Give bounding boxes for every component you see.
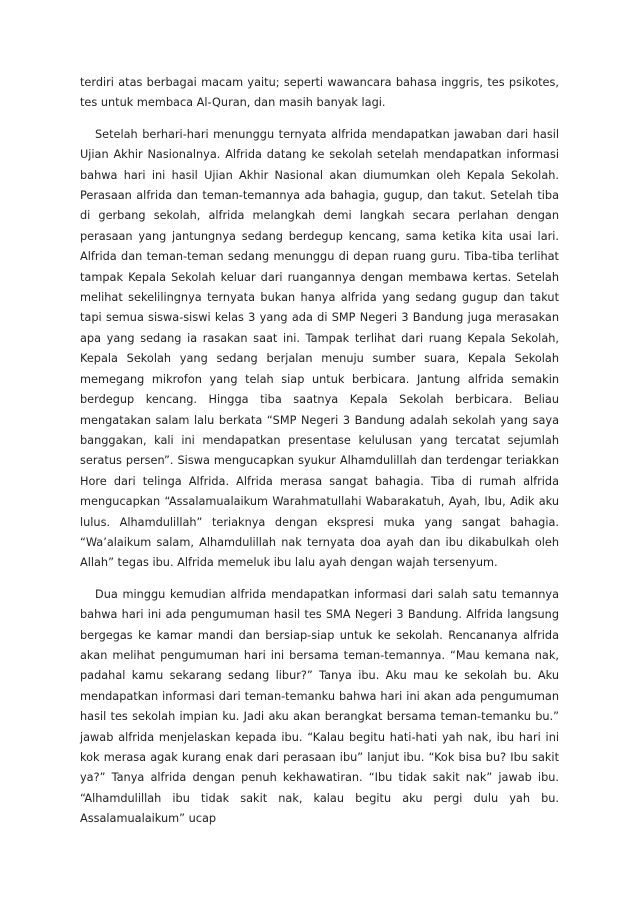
paragraph-3: Dua minggu kemudian alfrida mendapatkan informasi dari salah satu temannya bahwa hari ini ada pengumuman hasil tes SMA Negeri 3 Bandung. Alfrida langsung bergegas ke kamar mandi dan bersiap-siap untuk ke sekolah. Rencananya alfrida akan melihat pengumuman hari ini bersama teman-temannya. “Mau kemana nak, padahal kamu sekarang sedang libur?” Tanya ibu. Aku mau ke sekolah bu. Aku mendapatkan informasi dari teman-temanku bahwa hari ini akan ada pengumuman hasil tes sekolah impian ku. Jadi aku akan berangkat bersama teman-temanku bu.” jawab alfrida menjelaskan kepada ibu. “Kalau begitu hati-hati yah nak, ibu hari ini kok merasa agak kurang enak dari perasaan ibu” lanjut ibu. “Kok bisa bu? Ibu sakit ya?” Tanya alfrida dengan penuh kekhawatiran. “Ibu tidak sakit nak” jawab ibu. “Alhamdulillah ibu tidak sakit nak, kalau begitu aku pergi dulu yah bu. Assalamualaikum” ucap	[80, 587, 559, 826]
paragraph-2: Setelah berhari-hari menunggu ternyata alfrida mendapatkan jawaban dari hasil Ujian Akhir Nasionalnya. Alfrida datang ke sekolah setelah mendapatkan informasi bahwa hari ini hasil Ujian Akhir Nasional akan diumumkan oleh Kepala Sekolah. Perasaan alfrida dan teman-temannya ada bahagia, gugup, dan takut. Setelah tiba di gerbang sekolah, alfrida melangkah demi langkah secara perlahan dengan perasaan yang jantungnya sedang berdegup kencang, sama ketika kita usai lari. Alfrida dan teman-teman sedang menunggu di depan ruang guru. Tiba-tiba terlihat tampak Kepala Sekolah keluar dari ruangannya dengan membawa kertas. Setelah melihat sekelilingnya ternyata bukan hanya alfrida yang sedang gugup dan takut tapi semua siswa-siswi kelas 3 yang ada di SMP Negeri 3 Bandung juga merasakan apa yang sedang ia rasakan saat ini. Tampak terlihat dari ruang Kepala Sekolah, Kepala Sekolah yang sedang berjalan menuju sumber suara, Kepala Sekolah memegang mikrofon yang telah siap untuk berbicara. Jantung alfrida semakin berdegup kencang. Hingga tiba saatnya Kepala Sekolah berbicara. Beliau mengatakan salam lalu berkata “SMP Negeri 3 Bandung adalah sekolah yang saya banggakan, kali ini mendapatkan presentase kelulusan yang tercatat sejumlah seratus persen”. Siswa mengucapkan syukur Alhamdulillah dan terdengar teriakkan Hore dari telinga Alfrida. Alfrida merasa sangat bahagia. Tiba di rumah alfrida mengucapkan “Assalamualaikum Warahmatullahi Wabarakatuh, Ayah, Ibu, Adik aku lulus. Alhamdulillah” teriaknya dengan ekspresi muka yang sangat bahagia. “Wa’alaikum salam, Alhamdulillah nak ternyata doa ayah dan ibu dikabulkah oleh Allah” tegas ibu. Alfrida memeluk ibu lalu ayah dengan wajah tersenyum.	[80, 127, 559, 570]
document-page	[80, 73, 559, 830]
paragraph-1: terdiri atas berbagai macam yaitu; seperti wawancara bahasa inggris, tes psikotes, tes untuk membaca Al-Quran, dan masih banyak lagi.	[80, 76, 559, 110]
